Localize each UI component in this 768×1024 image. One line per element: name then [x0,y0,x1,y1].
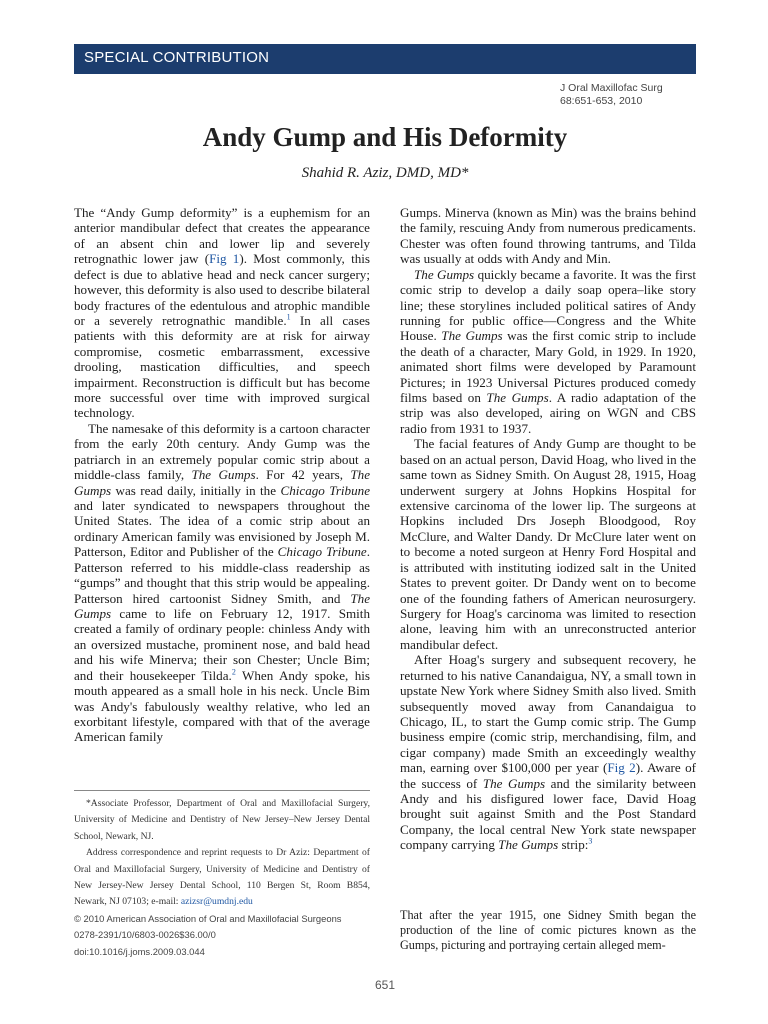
text-run: was read daily, initially in the [111,482,281,498]
italic-title: The Gumps [498,837,559,853]
footnote-divider [74,790,370,791]
copyright-line: © 2010 American Association of Oral and Maxillofacial Surgeons [74,912,342,924]
text-run: ). Aware of the success of [400,760,697,791]
italic-title: The Gumps [74,467,371,498]
correspondence-note [74,845,370,911]
text-run: When Andy spoke, his mouth appeared as a small hole in his neck. Uncle Bim was Andy's fabulously wealthy relative, who led an exorbitant lifestyle, compared with that of the average American family [74,667,370,745]
text-run: . Patterson referred to his middle-class readership as “gumps” and thought that this strip would be appealing. Patterson hired cartoonist Sidney Smith, and [74,544,370,606]
text-run: The namesake of this deformity is a cartoon character from the early 20th century. Andy Gump was the patriarch in an extremely popular comic strip about a middle-class family, [74,420,370,483]
page-number: 651 [374,978,396,992]
right-paragraph-3: The facial features of Andy Gump are thought to be based on an actual person, David Hoag, who lived in the same town as Sidney Smith. On August 28, 1915, Hoag underwent surgery at Johns Hopkins Hospital for extensive carcinoma of the lower lip. The surgeons at Hopkins included Drs Joseph Bloodgood, Roy McClure, and Walter Dandy. Dr McClure later went on to become a noted surgeon at Henry Ford Hospital and is attributed with instituting iodized salt in the United States to prevent goiter. Dr Dandy went on to become one of the founding fathers of American neurosurgery. Surgery for Hoag's carcinoma was limited to resection alone, leaving him with an unreconstructed anterior mandibular defect. [400,436,696,652]
ref-2-link[interactable]: 2 [231,667,236,677]
text-run: Address correspondence and reprint requests to Dr Aziz: Department of Oral and Maxillofacial Surgery, University of Medicine and Dentistry of New Jersey-New Jersey Dental School, 110 Bergen St, Room B854, Newark, NJ 07103; e-mail: [74,847,370,908]
text-run: . A radio adaptation of the strip was also developed, airing on WGN and CBS radio from 1931 to 1937. [400,390,696,436]
right-paragraph-2 [400,267,696,437]
text-run: and the similarity between Andy and his disfigured lower face, David Hoag brought suit against Smith and the Post Standard Company, the local central New York state newspaper company carrying [400,775,697,853]
footnotes [74,796,370,960]
text-run: ). Most commonly, this defect is due to ablative head and neck cancer surgery; however, this deformity is also used to describe bilateral body fractures of the edentulous and atrophic mandible or a severely retrognathic mandible. [74,251,370,328]
text-run: quickly became a favorite. It was the first comic strip to develop a daily soap opera–like story line; these storylines included political satires of Andy running for public office—Congress and the White House. [400,266,696,344]
fig-1-link[interactable]: Fig 1 [209,251,240,267]
italic-title: The Gumps [441,328,503,344]
text-run: came to life on February 12, 1917. Smith created a family of ordinary people: chinless Andy with an oversized mustache, prominent nose, and bald head and his wife Minerva; their son Chester; Uncle Bim; and their housekeeper Tilda. [74,605,370,683]
journal-name: J Oral Maxillofac Surg [560,82,663,94]
text-run: . For 42 years, [255,467,351,483]
email-link[interactable]: azizsr@umdnj.edu [180,896,253,908]
fig-2-link[interactable]: Fig 2 [607,760,636,776]
journal-citation [560,82,688,108]
text-run: In all cases patients with this deformity are at risk for airway compromise, cosmetic embarrassment, excessive drooling, mastication difficulties, and speech impairment. Reconstruction is difficult but has become more successful over time with improved surgical technology. [74,312,370,421]
left-paragraph-2 [74,421,370,745]
right-paragraph-1: Gumps. Minerva (known as Min) was the brains behind the family, rescuing Andy from numerous predicaments. Chester was often found throwing tantrums, and Tilda was usually at odds with Andy and Min. [400,205,696,267]
text-run: After Hoag's surgery and subsequent recovery, he returned to his native Canandaigua, NY, a small town in upstate New York where Sidney Smith also lived. Smith subsequently moved away from Canandaigua to Chicago, IL, to start the Gump comic strip. The Gump business empire (comic strip, merchandising, film, and cigar company) made Smith an exceedingly wealthy man, earning over $100,000 per year ( [400,652,696,776]
section-label: SPECIAL CONTRIBUTION [84,49,270,66]
issn-line: 0278-2391/10/6803-0026$36.00/0 [74,929,216,941]
text-run: strip: [558,837,589,853]
affiliation-note: *Associate Professor, Department of Oral and Maxillofacial Surgery, University of Medicine and Dentistry of New Jersey–New Jersey Dental School, Newark, NJ. [74,798,370,842]
text-run: was the first comic strip to include the death of a character, Mary Gold, in 1929. In 1920, animated short films were developed by Paramount Pictures; in 1923 Universal Pictures produced comedy films based on [400,328,696,406]
left-column [74,205,370,745]
section-banner [74,44,696,74]
left-paragraph-1 [74,205,370,421]
italic-title: Chicago Tribune [280,482,371,498]
italic-title: The Gumps [414,266,475,282]
italic-title: The Gumps [74,590,370,621]
text-run: and later syndicated to newspapers throughout the United States. The idea of a comic strip about an ordinary American family was envisioned by Joseph M. Patterson, Editor and Publisher of the [74,498,370,560]
text-run: The “Andy Gump deformity” is a euphemism for an anterior mandibular defect that creates the appearance of an absent chin and lower lip and severely retrognathic lower jaw ( [74,205,370,267]
ref-3-link[interactable]: 3 [588,836,593,846]
italic-title: The Gumps [191,467,256,483]
italic-title: The Gumps [482,775,546,791]
block-quote: That after the year 1915, one Sidney Smith began the production of the line of comic pictures known as the Gumps, picturing and portraying certain alleged mem- [400,908,696,952]
article-author: Shahid R. Aziz, DMD, MD* [301,165,469,181]
article-title: Andy Gump and His Deformity [202,122,568,152]
ref-1-link[interactable]: 1 [286,312,291,322]
italic-title: The Gumps [486,390,549,406]
right-paragraph-4 [400,652,696,852]
doi-line: doi:10.1016/j.joms.2009.03.044 [74,945,205,957]
italic-title: Chicago Tribune [277,544,367,560]
right-column [400,205,696,853]
journal-volume: 68:651-653, 2010 [560,95,643,107]
